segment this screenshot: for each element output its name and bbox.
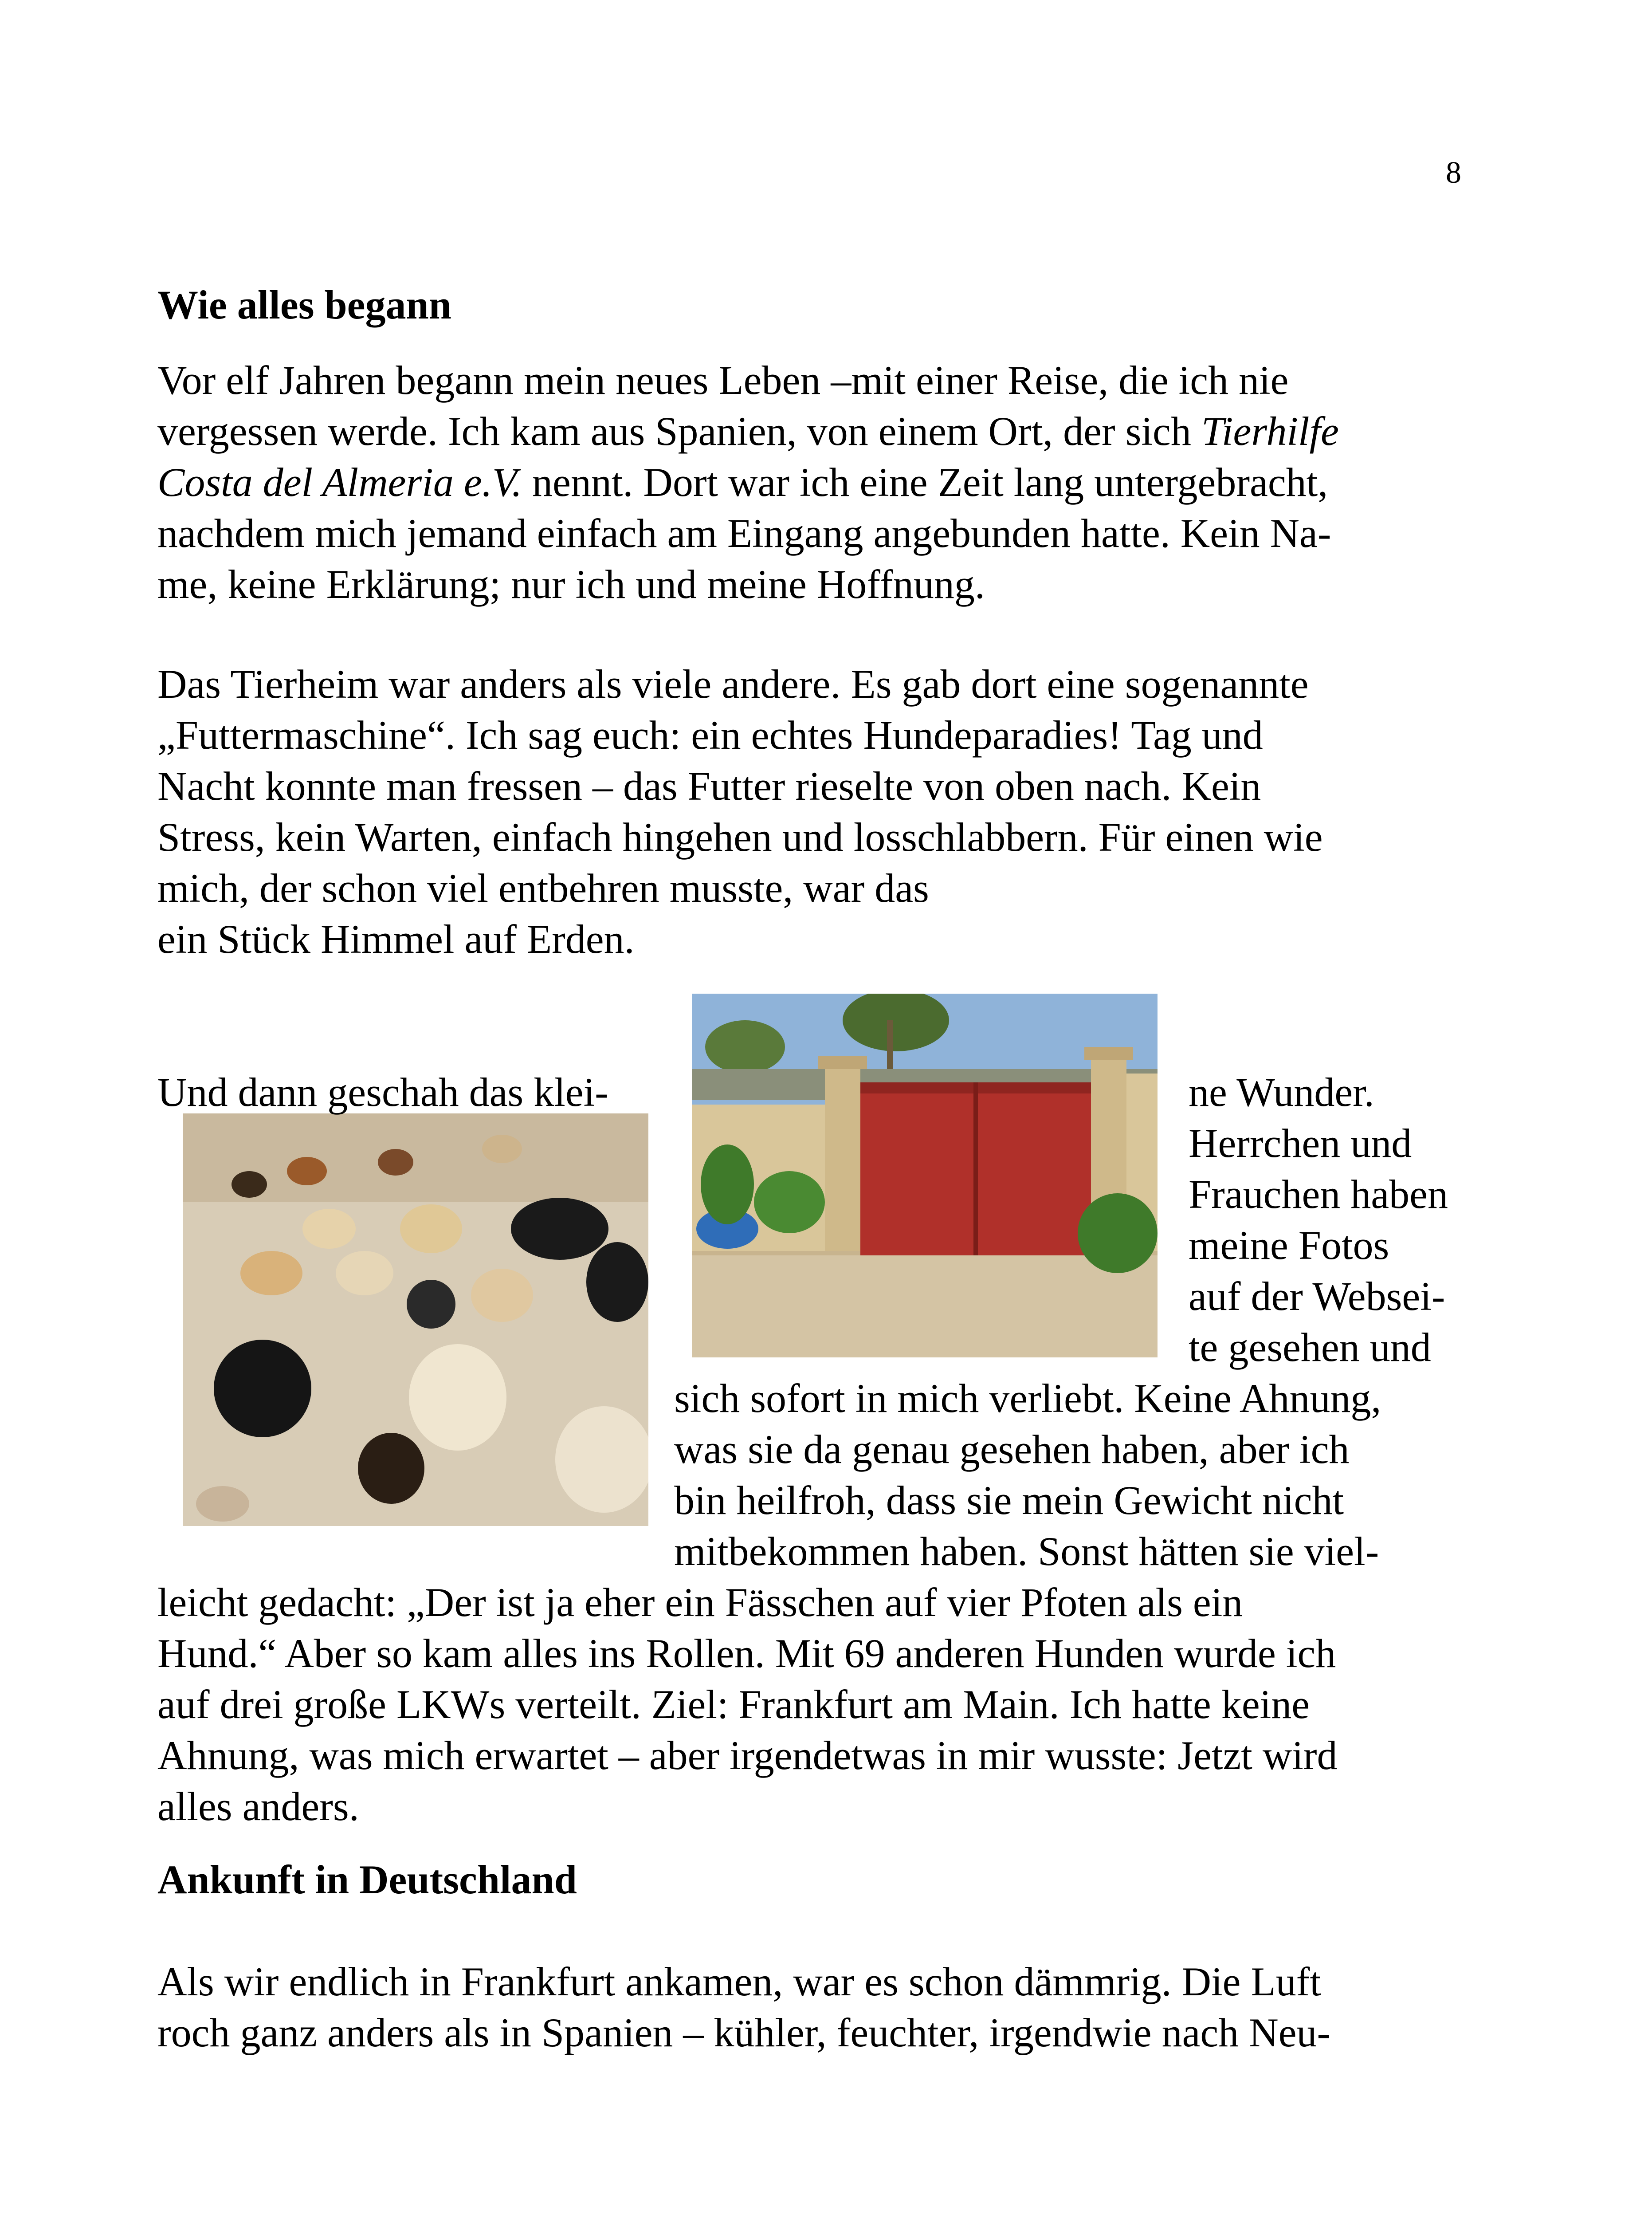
section-title-ankunft-in-deutschland: Ankunft in Deutschland (157, 1857, 577, 1902)
paragraph-line: Hund.“ Aber so kam alles ins Rollen. Mit 69 anderen Hunden wurde ich (157, 1631, 1336, 1676)
paragraph-line: Vor elf Jahren begann mein neues Leben –mit einer Reise, die ich nie (157, 358, 1289, 403)
paragraph-line: nachdem mich jemand einfach am Eingang angebunden hatte. Kein Na- (157, 511, 1331, 556)
page-number: 8 (1446, 156, 1461, 190)
paragraph-line: roch ganz anders als in Spanien – kühler, feuchter, irgendwie nach Neu- (157, 2010, 1331, 2055)
paragraph-line: Das Tierheim war anders als viele andere. Es gab dort eine sogenannte (157, 661, 1309, 707)
paragraph-line: Als wir endlich in Frankfurt ankamen, war es schon dämmrig. Die Luft (157, 1959, 1321, 2004)
paragraph-line: Nacht konnte man fressen – das Futter rieselte von oben nach. Kein (157, 763, 1261, 809)
paragraph-line: mich, der schon viel entbehren musste, war das (157, 865, 929, 911)
paragraph-line: ne Wunder. (1189, 1070, 1374, 1115)
paragraph-line: mitbekommen haben. Sonst hätten sie viel- (674, 1529, 1379, 1574)
paragraph-line: vergessen werde. Ich kam aus Spanien, von einem Ort, der sich Tierhilfe (157, 409, 1339, 454)
paragraph-line: auf der Websei- (1189, 1274, 1445, 1319)
paragraph-line: Ahnung, was mich erwartet – aber irgendetwas in mir wusste: Jetzt wird (157, 1733, 1338, 1778)
paragraph-line: Und dann geschah das klei- (157, 1070, 608, 1115)
paragraph-line: me, keine Erklärung; nur ich und meine Hoffnung. (157, 562, 985, 607)
photo-gate (692, 994, 1158, 1357)
paragraph-line: ein Stück Himmel auf Erden. (157, 916, 635, 962)
paragraph-line: „Futtermaschine“. Ich sag euch: ein echtes Hundeparadies! Tag und (157, 712, 1263, 758)
paragraph-line: te gesehen und (1189, 1325, 1431, 1370)
photo-dogs (183, 1113, 648, 1526)
paragraph-line: sich sofort in mich verliebt. Keine Ahnung, (674, 1376, 1381, 1421)
paragraph-line: leicht gedacht: „Der ist ja eher ein Fässchen auf vier Pfoten als ein (157, 1580, 1243, 1625)
paragraph-line: Herrchen und (1189, 1121, 1412, 1166)
paragraph-line: alles anders. (157, 1784, 359, 1829)
paragraph-line: Stress, kein Warten, einfach hingehen und losschlabbern. Für einen wie (157, 814, 1323, 860)
paragraph-line: auf drei große LKWs verteilt. Ziel: Frankfurt am Main. Ich hatte keine (157, 1682, 1310, 1727)
paragraph-line: bin heilfroh, dass sie mein Gewicht nicht (674, 1478, 1344, 1523)
paragraph-line: Costa del Almeria e.V. nennt. Dort war ich eine Zeit lang untergebracht, (157, 460, 1328, 505)
section-title-wie-alles-begann: Wie alles begann (157, 282, 451, 327)
paragraph-line: was sie da genau gesehen haben, aber ich (674, 1427, 1350, 1472)
paragraph-line: meine Fotos (1189, 1223, 1389, 1268)
paragraph-line: Frauchen haben (1189, 1172, 1448, 1217)
